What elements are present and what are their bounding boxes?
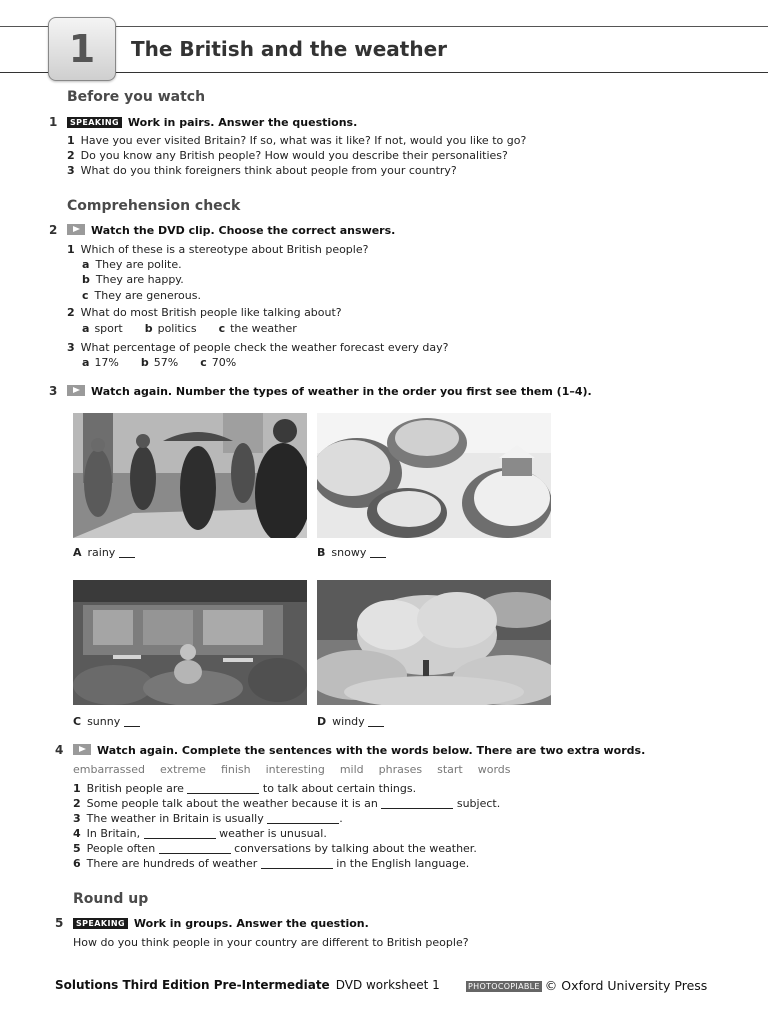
footer-worksheet-label: DVD worksheet 1 [335,978,440,992]
answer-option: b politics [144,322,197,335]
sentence-item: 3 The weather in Britain is usually . [73,812,343,825]
instruction-text: Work in groups. Answer the question. [133,917,369,930]
footer-book-title: Solutions Third Edition Pre-Intermediate [55,978,330,992]
exercise-2-instruction [67,224,395,237]
photo-caption-d: D windy [317,715,384,728]
word-bank-item: start [437,763,463,776]
answer-blank[interactable] [124,726,140,727]
question-item: 1 Have you ever visited Britain? If so, what was it like? If not, would you like to go? [67,134,527,147]
answer-options-row [82,322,319,335]
answer-blank[interactable] [144,838,216,839]
footer-book-info [55,978,440,992]
answer-option: b They are happy. [82,273,184,286]
answer-option: b 57% [140,356,179,369]
answer-blank[interactable] [159,853,231,854]
exercise-1-instruction [67,116,357,129]
section-heading-round-up: Round up [73,891,149,907]
exercise-3-number: 3 [49,384,58,398]
page-title: The British and the weather [131,37,447,61]
exercise-5-number: 5 [55,916,64,930]
answer-blank[interactable] [368,726,384,727]
answer-option: c 70% [200,356,237,369]
answer-blank[interactable] [119,557,135,558]
question-item: 3 What percentage of people check the weather forecast every day? [67,341,449,354]
photo-sunny-cafe [73,580,307,705]
sentence-item: 5 People often conversations by talking about the weather. [73,842,477,855]
photo-caption-c: C sunny [73,715,140,728]
photo-caption-b: B snowy [317,546,386,559]
photo-snowy-garden [317,413,551,538]
dvd-play-icon [67,385,85,396]
question-item: 2 What do most British people like talking about? [67,306,342,319]
round-up-question: How do you think people in your country are different to British people? [73,936,469,949]
photo-windy-tree [317,580,551,705]
word-bank-item: interesting [265,763,325,776]
word-bank-item: words [477,763,511,776]
answer-blank[interactable] [267,823,339,824]
answer-option: a 17% [82,356,119,369]
sentence-item: 6 There are hundreds of weather in the English language. [73,857,470,870]
word-bank-item: extreme [160,763,206,776]
sentence-item: 4 In Britain, weather is unusual. [73,827,327,840]
copyright-text: © Oxford University Press [544,978,708,993]
answer-option: a sport [82,322,123,335]
exercise-4-number: 4 [55,743,64,757]
section-heading-comprehension: Comprehension check [67,198,241,214]
answer-options-row [82,356,258,369]
unit-number-badge [48,17,116,81]
instruction-text: Work in pairs. Answer the questions. [127,116,358,129]
sentence-item: 2 Some people talk about the weather because it is an subject. [73,797,501,810]
question-item: 2 Do you know any British people? How would you describe their personalities? [67,149,508,162]
question-item: 1 Which of these is a stereotype about British people? [67,243,369,256]
answer-blank[interactable] [370,557,386,558]
word-bank-item: embarrassed [73,763,146,776]
instruction-text: Watch again. Number the types of weather in the order you first see them (1–4). [91,385,592,398]
photo-rainy-street [73,413,307,538]
speaking-tag: SPEAKING [67,117,122,128]
answer-blank[interactable] [261,868,333,869]
sentence-item: 1 British people are to talk about certain things. [73,782,417,795]
answer-blank[interactable] [187,793,259,794]
exercise-5-instruction [73,917,369,930]
answer-option: c the weather [218,322,297,335]
answer-option: a They are polite. [82,258,182,271]
word-bank-item: finish [220,763,251,776]
instruction-text: Watch the DVD clip. Choose the correct answers. [91,224,396,237]
dvd-play-icon [67,224,85,235]
word-bank [73,763,526,776]
word-bank-item: phrases [378,763,423,776]
word-bank-item: mild [339,763,364,776]
dvd-play-icon [73,744,91,755]
instruction-text: Watch again. Complete the sentences with the words below. There are two extra words. [97,744,646,757]
answer-option: c They are generous. [82,289,201,302]
unit-number: 1 [68,27,96,71]
speaking-tag: SPEAKING [73,918,128,929]
section-heading-before: Before you watch [67,89,206,105]
photo-caption-a: A rainy [73,546,135,559]
exercise-1-number: 1 [49,115,58,129]
answer-blank[interactable] [381,808,453,809]
footer-copyright [466,978,707,993]
photocopiable-badge: PHOTOCOPIABLE [468,982,540,991]
exercise-2-number: 2 [49,223,58,237]
exercise-4-instruction [73,744,645,757]
exercise-3-instruction [67,385,592,398]
question-item: 3 What do you think foreigners think about people from your country? [67,164,457,177]
